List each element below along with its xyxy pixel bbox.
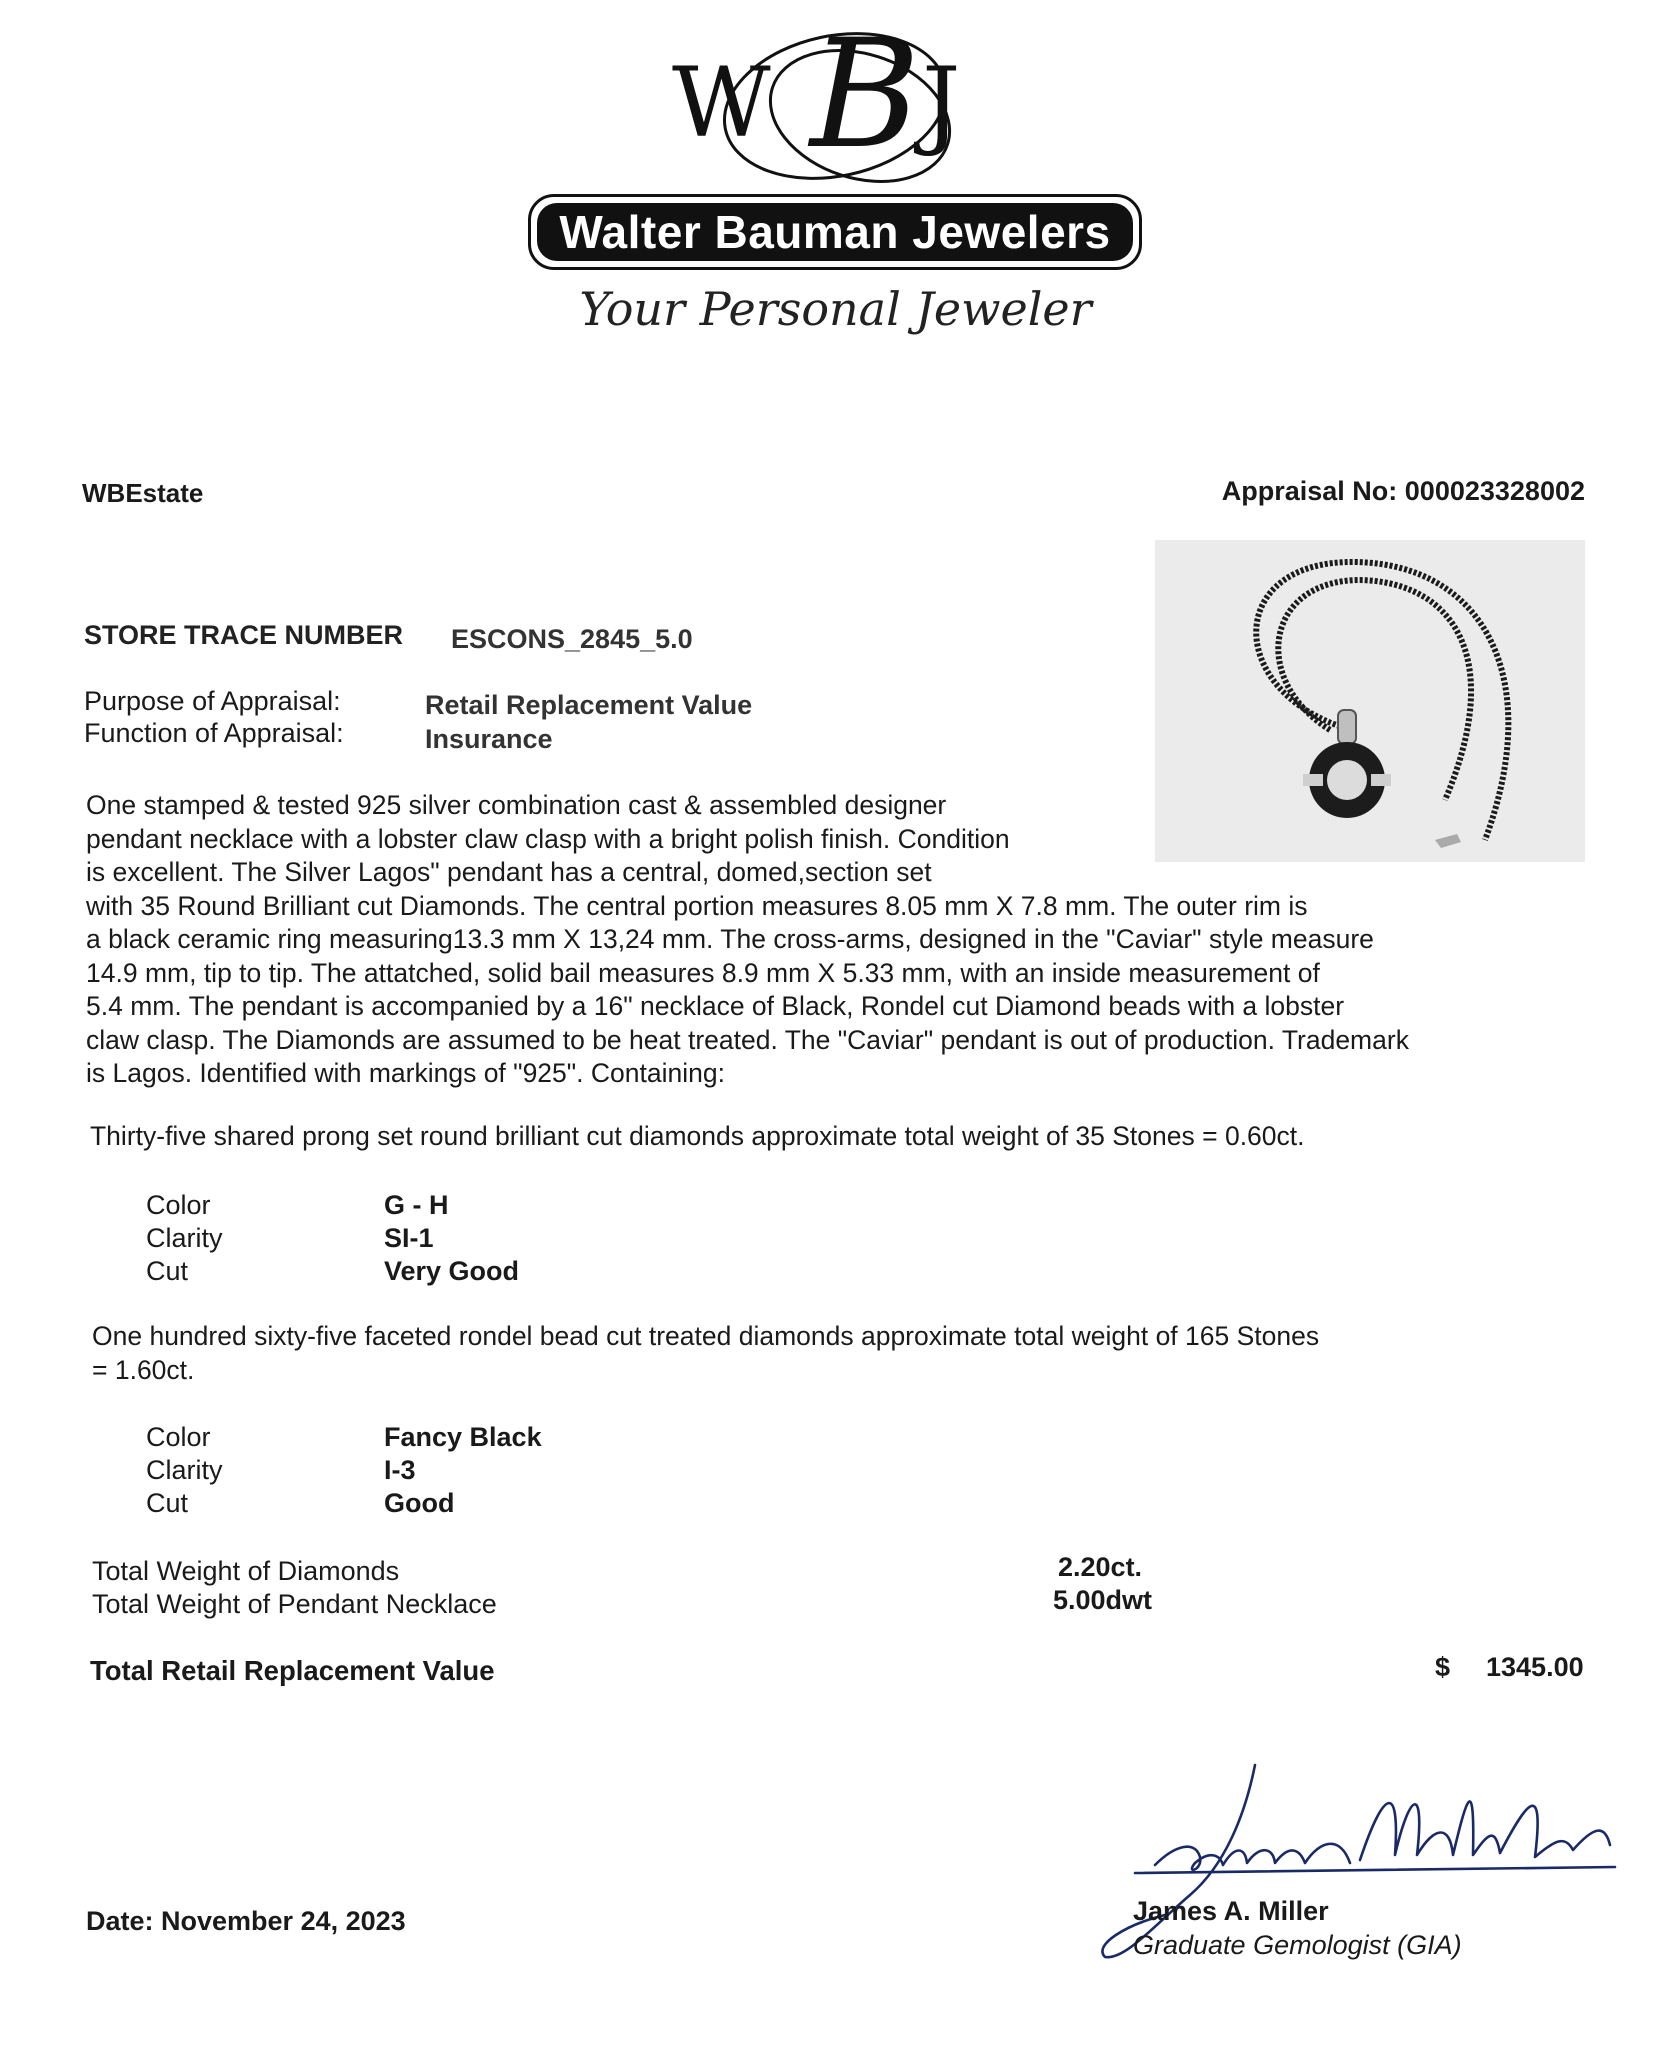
logo-name: Walter Bauman Jewelers <box>537 203 1133 261</box>
appraisal-date: Date: November 24, 2023 <box>86 1906 406 1936</box>
stones-2-clarity-value: I-3 <box>384 1455 416 1485</box>
signer-name: James A. Miller <box>1133 1896 1329 1926</box>
signer-title: Graduate Gemologist (GIA) <box>1133 1930 1462 1960</box>
stones-2-cut-label: Cut <box>146 1488 189 1518</box>
trace-label: STORE TRACE NUMBER <box>84 620 404 650</box>
stones-1-description: Thirty-five shared prong set round brilliant cut diamonds approximate total weight of 35 Stones = 0.60ct. <box>90 1121 1305 1151</box>
stones-1-cut-label: Cut <box>146 1256 189 1286</box>
logo-tagline: Your Personal Jeweler <box>579 282 1092 336</box>
stones-2-cut-value: Good <box>384 1488 455 1518</box>
trace-value: ESCONS_2845_5.0 <box>451 624 693 654</box>
description-line: is Lagos. Identified with markings of "925". Containing: <box>86 1058 725 1088</box>
appraisal-number: Appraisal No: 000023328002 <box>1221 476 1585 506</box>
description-line: is excellent. The Silver Lagos" pendant has a central, domed,section set <box>86 857 932 887</box>
svg-text:B: B <box>810 18 921 182</box>
purpose-label: Purpose of Appraisal: <box>84 686 341 716</box>
estate-label: WBEstate <box>82 478 204 508</box>
total-retail-value: 1345.00 <box>1486 1652 1584 1682</box>
svg-text:J: J <box>922 47 961 159</box>
logo-badge <box>528 194 1142 270</box>
svg-text:W: W <box>672 47 771 159</box>
stones-2-description-cont: = 1.60ct. <box>92 1355 195 1385</box>
description-line: with 35 Round Brilliant cut Diamonds. The central portion measures 8.05 mm X 7.8 mm. The outer rim is <box>86 890 1308 921</box>
purpose-value: Retail Replacement Value <box>425 690 753 720</box>
stones-2-color-value: Fancy Black <box>384 1422 542 1452</box>
description-line: a black ceramic ring measuring13.3 mm X 13,24 mm. The cross-arms, designed in the "Caviar" style measure <box>86 924 1374 954</box>
total-diamonds-label: Total Weight of Diamonds <box>92 1556 400 1586</box>
total-necklace-value: 5.00dwt <box>1053 1585 1153 1615</box>
description-line: claw clasp. The Diamonds are assumed to be heat treated. The "Caviar" pendant is out of production. Trademark <box>86 1024 1409 1055</box>
currency-symbol: $ <box>1435 1652 1451 1682</box>
total-retail-label: Total Retail Replacement Value <box>90 1655 495 1686</box>
stones-1-color-label: Color <box>146 1190 211 1220</box>
stones-1-clarity-value: SI-1 <box>384 1223 434 1253</box>
description-line: 5.4 mm. The pendant is accompanied by a 16" necklace of Black, Rondel cut Diamond beads with a lobster <box>86 991 1345 1021</box>
description-line: 14.9 mm, tip to tip. The attatched, solid bail measures 8.9 mm X 5.33 mm, with an inside measurement of <box>86 957 1320 988</box>
total-necklace-label: Total Weight of Pendant Necklace <box>92 1589 497 1619</box>
description-line: pendant necklace with a lobster claw clasp with a bright polish finish. Condition <box>86 823 1010 854</box>
total-diamonds-value: 2.20ct. <box>1058 1552 1143 1582</box>
stones-1-color-value: G - H <box>384 1190 449 1220</box>
stones-2-clarity-label: Clarity <box>146 1455 223 1485</box>
item-description <box>86 789 1409 1091</box>
stones-2-color-label: Color <box>146 1422 211 1452</box>
logo-monogram <box>660 18 1020 198</box>
stones-1-clarity-label: Clarity <box>146 1223 223 1253</box>
stones-2-description: One hundred sixty-five faceted rondel bead cut treated diamonds approximate total weight of 165 Stones <box>92 1321 1320 1351</box>
stones-1-cut-value: Very Good <box>384 1256 520 1286</box>
function-value: Insurance <box>425 724 553 754</box>
function-label: Function of Appraisal: <box>84 718 344 748</box>
description-line: One stamped & tested 925 silver combination cast & assembled designer <box>86 790 947 820</box>
